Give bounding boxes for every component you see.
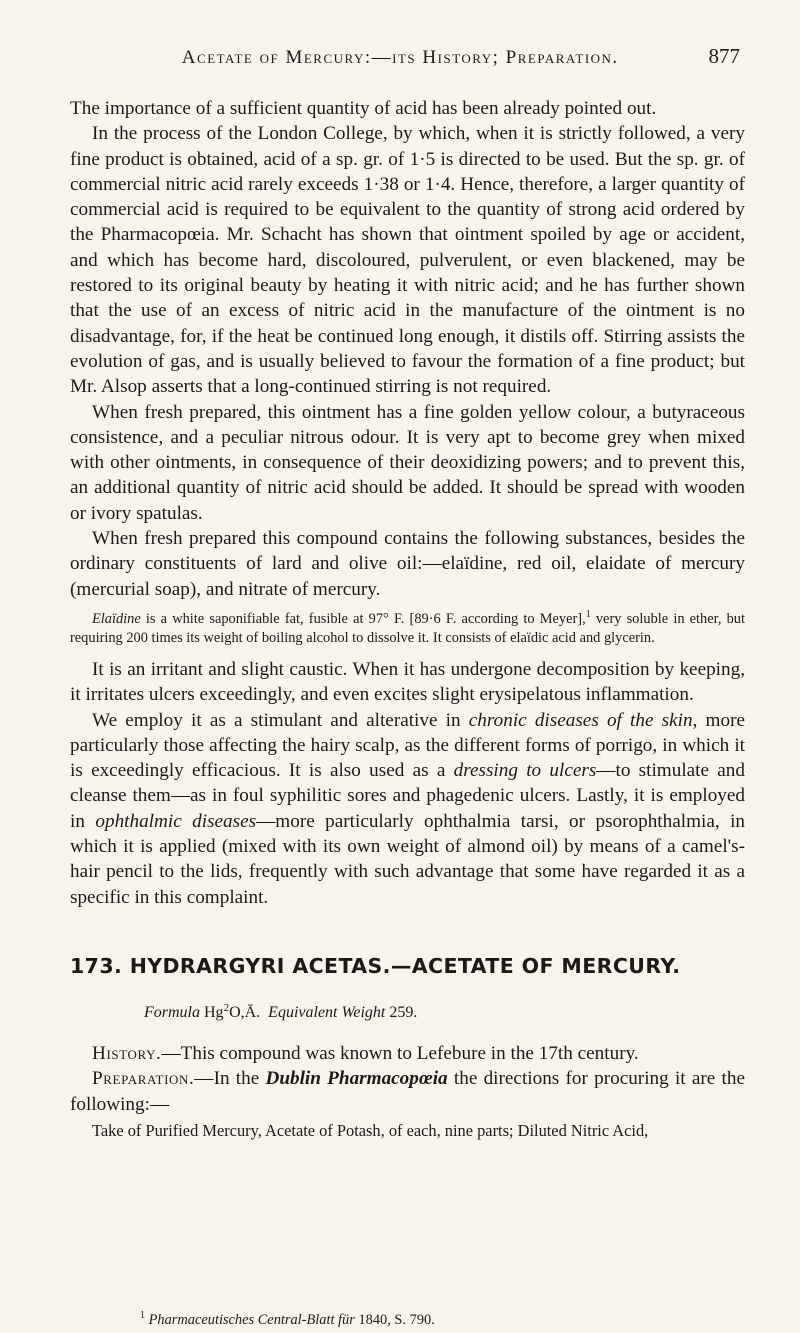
preparation-label: Preparation. <box>92 1068 195 1090</box>
uses-text: , more particularly those affecting the hairy scalp, as the different forms of porrigo, in which it is exceedingly efficacious. It is also used as a <box>70 709 745 782</box>
history-paragraph <box>70 1041 745 1066</box>
page-body <box>70 96 745 1143</box>
paragraph: When fresh prepared this compound contains the following substances, besides the ordinary constituents of lard and olive oil:—elaïdine, red oil, elaidate of mercury (mercurial soap), and nitrate of mercury. <box>70 528 745 600</box>
paragraph-uses <box>70 708 745 910</box>
uses-italic: dressing to ulcers <box>453 760 597 782</box>
paragraph: The importance of a sufficient quantity of acid has been already pointed out. <box>70 98 657 119</box>
equiv-value: 259. <box>389 1003 418 1021</box>
footnote-ref: 1 <box>585 608 591 620</box>
history-text: —This compound was known to Lefebure in the 17th century. <box>161 1042 639 1064</box>
footnote <box>140 1307 435 1329</box>
note-term: Elaïdine <box>92 610 141 627</box>
running-title: Acetate of Mercury:—its History; Preparation. <box>181 47 619 68</box>
footnote-title: Pharmaceutisches Central-Blatt für <box>148 1312 355 1328</box>
note-text-a: is a white saponifiable fat, fusible at 97° F. [89·6 F. according to Meyer], <box>140 610 586 627</box>
paragraph: In the process of the London College, by which, when it is strictly followed, a very fine product is obtained, acid of a sp. gr. of 1·5 is directed to be used. But the sp. gr. of commercial nitric acid rarely exceeds 1·38 or 1·4. Hence, therefore, a larger quantity of commercial acid is required to be equivalent to the quantity of strong acid ordered by the Pharmacopœia. Mr. Schacht has shown that ointment spoiled by age or accident, and which has become hard, discoloured, pulverulent, or even blackened, may be restored to its original beauty by heating it with nitric acid; and he has further shown that the use of an excess of nitric acid in the manufacture of the ointment is no disadvantage, for, if the heat be continued long enough, it distils off. Stirring assists the evolution of gas, and is usually believed to favour the formation of a fine product; but Mr. Alsop asserts that a long-continued stirring is not required. <box>70 123 745 398</box>
preparation-text-b: the directions for procuring it are the following:— <box>70 1068 745 1115</box>
footnote-marker: 1 <box>140 1310 145 1321</box>
formula-a: Hg <box>204 1003 224 1021</box>
preparation-text-a: —In the <box>194 1068 266 1090</box>
uses-text: We employ it as a stimulant and alterative in <box>92 709 469 731</box>
preparation-title: Dublin Pharmacopœia <box>265 1068 448 1090</box>
section-heading: 173. HYDRARGYRI ACETAS.—ACETATE OF MERCURY. <box>70 953 681 978</box>
history-label: History. <box>92 1042 162 1064</box>
footnote-rest: 1840, S. 790. <box>354 1312 435 1328</box>
page-number: 877 <box>708 44 740 68</box>
paragraph-irritant: It is an irritant and slight caustic. When it has undergone decomposition by keeping, it irritates ulcers exceedingly, and even excites slight erysipelatous inflammation. <box>70 658 745 706</box>
note-elaidine <box>70 605 745 649</box>
running-head <box>92 44 740 78</box>
formula-label: Formula <box>144 1003 200 1021</box>
uses-text: —more particularly ophthalmia tarsi, or psorophthalmia, in which it is applied (mixed with its own weight of almond oil) by means of a camel's-hair pencil to the lids, frequently with such advantage that some have regarded it as a specific in this complaint. <box>70 810 745 908</box>
paragraph: When fresh prepared, this ointment has a fine golden yellow colour, a butyraceous consistence, and a peculiar nitrous odour. It is very apt to become grey when mixed with other ointments, in consequence of their deoxidizing powers; and to prevent this, an additional quantity of nitric acid should be added. It should be spread with wooden or ivory spatulas. <box>70 401 745 524</box>
uses-italic: ophthalmic diseases <box>95 810 257 832</box>
note-text-b: very soluble in ether, but requiring 200 times its weight of boiling alcohol to dissolve it. It consists of elaïdic acid and glycerin. <box>70 610 745 647</box>
equiv-label: Equivalent Weight <box>268 1003 386 1021</box>
formula-b: O,Ā. <box>229 1003 261 1021</box>
uses-text: —to stimulate and cleanse them—as in foul syphilitic sores and phagedenic ulcers. Lastly, it is employed in <box>70 760 745 832</box>
formula-sub: 2 <box>223 1001 230 1014</box>
formula-line <box>144 996 745 1025</box>
preparation-paragraph <box>70 1066 745 1117</box>
take-line: Take of Purified Mercury, Acetate of Potash, of each, nine parts; Diluted Nitric Acid, <box>92 1120 649 1140</box>
uses-italic: chronic diseases of the skin <box>468 709 693 731</box>
